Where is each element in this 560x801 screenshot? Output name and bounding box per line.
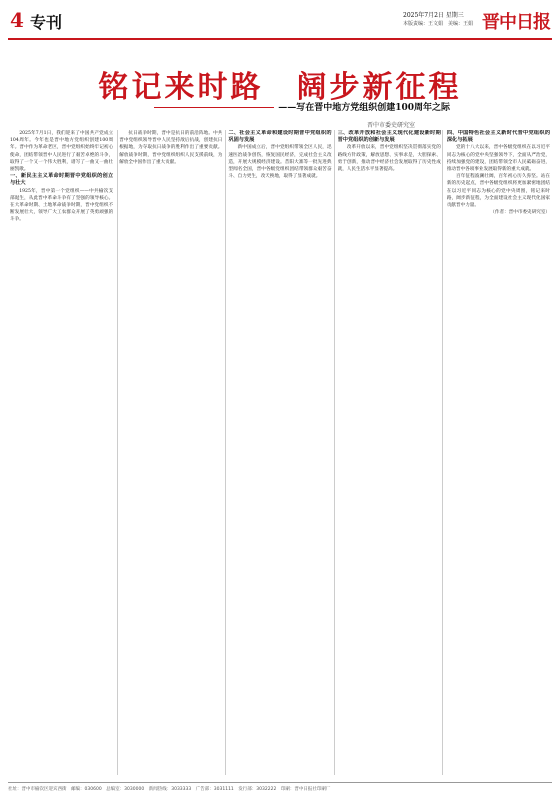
page-header xyxy=(10,8,550,34)
section-heading: 四、中国特色社会主义新时代晋中党组织的深化与拓展 xyxy=(446,130,551,144)
section-heading: 二、社会主义革命和建设时期晋中党组织的巩固与发展 xyxy=(228,130,332,144)
column-divider xyxy=(334,130,335,775)
column-divider xyxy=(442,130,443,775)
column-2 xyxy=(119,130,222,775)
column-divider xyxy=(225,130,226,775)
paragraph: 百年征程波澜壮阔，百年初心历久弥坚。站在新的历史起点，晋中各级党组织将更加紧密地团结在以习近平同志为核心的党中央周围，铭记来时路，阔步新征程，为全面建设社会主义现代化国家贡献晋中力量。 xyxy=(446,174,551,209)
paragraph: 抗日战争时期，晋中是抗日的前沿阵地。中共晋中党组织领导晋中人民坚持敌后抗战，创建抗日根据地，为夺取抗日战争的胜利作出了重要贡献。解放战争时期，晋中党组织组织人民支援前线，为解放全中国作出了重大贡献。 xyxy=(119,131,223,165)
column-1 xyxy=(10,130,113,775)
headline: 铭记来时路 阔步新征程 xyxy=(98,70,462,105)
page-number: 4 xyxy=(10,8,24,32)
paragraph: 2025年7月1日，我们迎来了中国共产党成立104周年。今年也是晋中地方党组织创建100周年。晋中作为革命老区，晋中党组织始终牢记初心使命，团结带领晋中人民进行了艰苦卓绝的斗争，取得了一个又一个伟大胜利，谱写了一曲又一曲壮丽凯歌。 xyxy=(10,131,114,173)
paragraph: 党的十八大以来，晋中各级党组织在以习近平同志为核心的党中央坚强领导下，全面从严治党，持续加强党的建设，团结带领全市人民砥砺奋进，推动晋中各项事业发展取得新的重大成就。 xyxy=(446,145,551,173)
subtitle: ——写在晋中地方党组织创建100周年之际 xyxy=(154,100,450,113)
paragraph: 新中国成立后，晋中党组织带领全区人民，迅速医治战争创伤，恢复国民经济，完成社会主义改造，开展大规模经济建设。昔阳大寨等一批先进典型闻名全国，晋中各级党组织团结带领群众艰苦奋斗、自力更生，改天换地，取得了显著成就。 xyxy=(228,145,332,180)
editor-line: 本版责编：王文娟 美编：王娟 xyxy=(403,21,474,27)
newspaper-logo: 晋中日报 xyxy=(482,12,550,33)
section-heading: 三、改革开放和社会主义现代化建设新时期晋中党组织的创新与发展 xyxy=(337,130,441,144)
column-divider xyxy=(117,130,118,775)
column-4 xyxy=(338,130,441,775)
byline: （作者：晋中市委史研究室） xyxy=(490,210,551,216)
header-rule xyxy=(8,38,552,40)
page-label: 专刊 xyxy=(30,13,63,32)
column-5 xyxy=(447,130,550,775)
article-body xyxy=(10,130,550,775)
column-3 xyxy=(228,130,331,775)
page-footer: 社址：晋中市榆次区迎宾西街 邮编：030600 总编室：3030000 新闻热线：3033333 广告部：3031111 发行部：3032222 印刷：晋中日报社印刷厂 xyxy=(8,782,552,792)
section-heading: 一、新民主主义革命时期晋中党组织的创立与壮大 xyxy=(10,173,114,187)
article-source: 晋中市委史研究室 xyxy=(366,122,415,129)
paragraph: 1925年，晋中第一个党组织——中共榆次支部诞生，从此晋中革命斗争有了坚强的领导核心。在大革命时期、土地革命战争时期，晋中党组织不断发展壮大，领导广大工农群众开展了英勇顽强的斗争。 xyxy=(10,188,114,223)
paragraph: 改革开放以来，晋中党组织坚决贯彻落实党的路线方针政策，解放思想、实事求是，大胆探索、勇于创新，推动晋中经济社会发展取得了历史性成就，人民生活水平显著提高。 xyxy=(337,145,441,173)
issue-date: 2025年7月2日 星期三 xyxy=(403,12,464,19)
